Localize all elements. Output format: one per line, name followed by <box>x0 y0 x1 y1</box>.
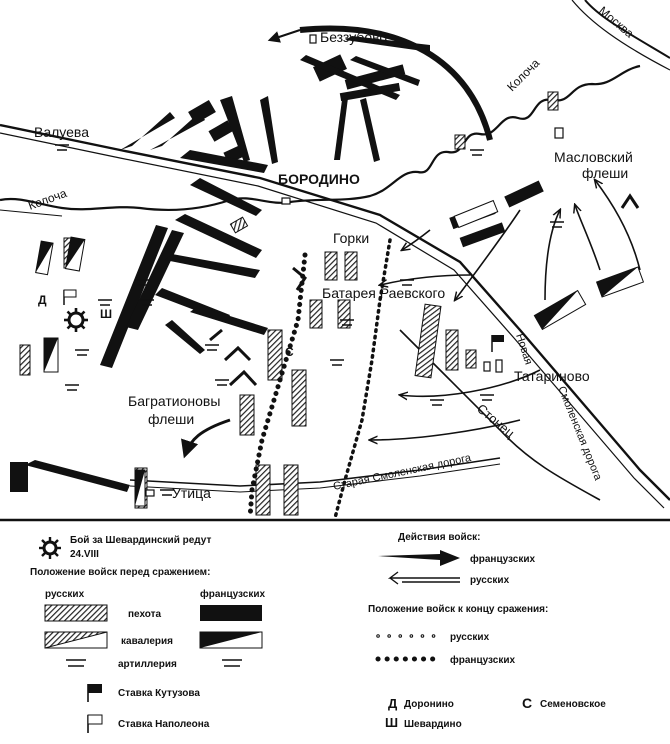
label-letter-s: С <box>285 345 294 359</box>
label-letter-sh: Ш <box>100 307 113 321</box>
shevardino-star-icon <box>64 308 88 332</box>
label-bagration-1: Багратионовы <box>128 393 221 409</box>
legend-french-artillery-swatch <box>222 660 242 666</box>
legend-infantry-label: пехота <box>128 609 162 620</box>
label-moskva: Москва <box>596 3 637 41</box>
legend-d-letter: Д <box>388 696 398 711</box>
legend-russian-artillery-swatch <box>66 660 86 666</box>
label-new-road-1: Новая <box>513 332 535 367</box>
legend-shevardino-label: Бой за Шевардинский редут <box>70 535 212 546</box>
legend <box>30 532 606 733</box>
label-old-road: Старая Смоленская дорога <box>332 451 473 493</box>
label-maslov-2: флеши <box>582 165 629 181</box>
legend-end-heading: Положение войск к концу сражения: <box>368 604 549 615</box>
legend-napoleon-label: Ставка Наполеона <box>118 719 210 730</box>
label-borodino: БОРОДИНО <box>278 171 360 187</box>
legend-russian-column: русских <box>45 589 85 600</box>
legend-shevardino-icon <box>39 537 61 559</box>
label-bezzubovo: Беззубово <box>320 29 388 45</box>
legend-end-russian-label: русских <box>450 632 490 643</box>
legend-kutuzov-flag-icon <box>88 684 102 702</box>
label-maslov: Масловский <box>554 149 633 165</box>
label-kolocha-ne: Колоча <box>504 56 543 95</box>
label-stonets: Стонец <box>474 400 518 441</box>
label-gorki: Горки <box>333 230 370 246</box>
label-tatarinovo: Татариново <box>514 368 590 384</box>
label-new-road-2: Смоленская дорога <box>555 384 604 483</box>
label-valueva: Валуева <box>34 124 89 140</box>
legend-cavalry-label: кавалерия <box>121 636 174 647</box>
legend-d-name: Доронино <box>404 699 454 710</box>
legend-russian-cavalry-swatch <box>45 632 107 648</box>
legend-end-french-label: французских <box>450 655 516 666</box>
label-utitsa: Утица <box>172 485 211 501</box>
legend-russian-action-arrow <box>390 572 460 584</box>
legend-russian-infantry-swatch <box>45 605 107 621</box>
legend-sh-name: Шевардино <box>404 719 462 730</box>
label-bagration-2: флеши <box>148 411 195 427</box>
legend-shevardino-date: 24.VIII <box>70 549 99 560</box>
legend-actions-heading: Действия войск: <box>398 532 481 543</box>
legend-before-heading: Положение войск перед сражением: <box>30 567 211 578</box>
legend-kutuzov-label: Ставка Кутузова <box>118 688 200 699</box>
legend-french-action-arrow <box>378 550 460 566</box>
legend-napoleon-flag-icon <box>88 715 102 733</box>
legend-sh-letter: Ш <box>385 715 399 730</box>
label-raevsky: Батарея Раевского <box>322 285 446 301</box>
legend-s-name: Семеновское <box>540 699 606 710</box>
label-kolocha-w: Колоча <box>26 186 69 213</box>
label-letter-d: Д <box>38 293 47 307</box>
legend-actions-russian-label: русских <box>470 575 510 586</box>
legend-s-letter: С <box>522 695 533 711</box>
legend-actions-french-label: французских <box>470 554 536 565</box>
legend-french-infantry-swatch <box>200 605 262 621</box>
legend-french-cavalry-swatch <box>200 632 262 648</box>
legend-artillery-label: артиллерия <box>118 659 177 670</box>
legend-french-column: французских <box>200 589 266 600</box>
